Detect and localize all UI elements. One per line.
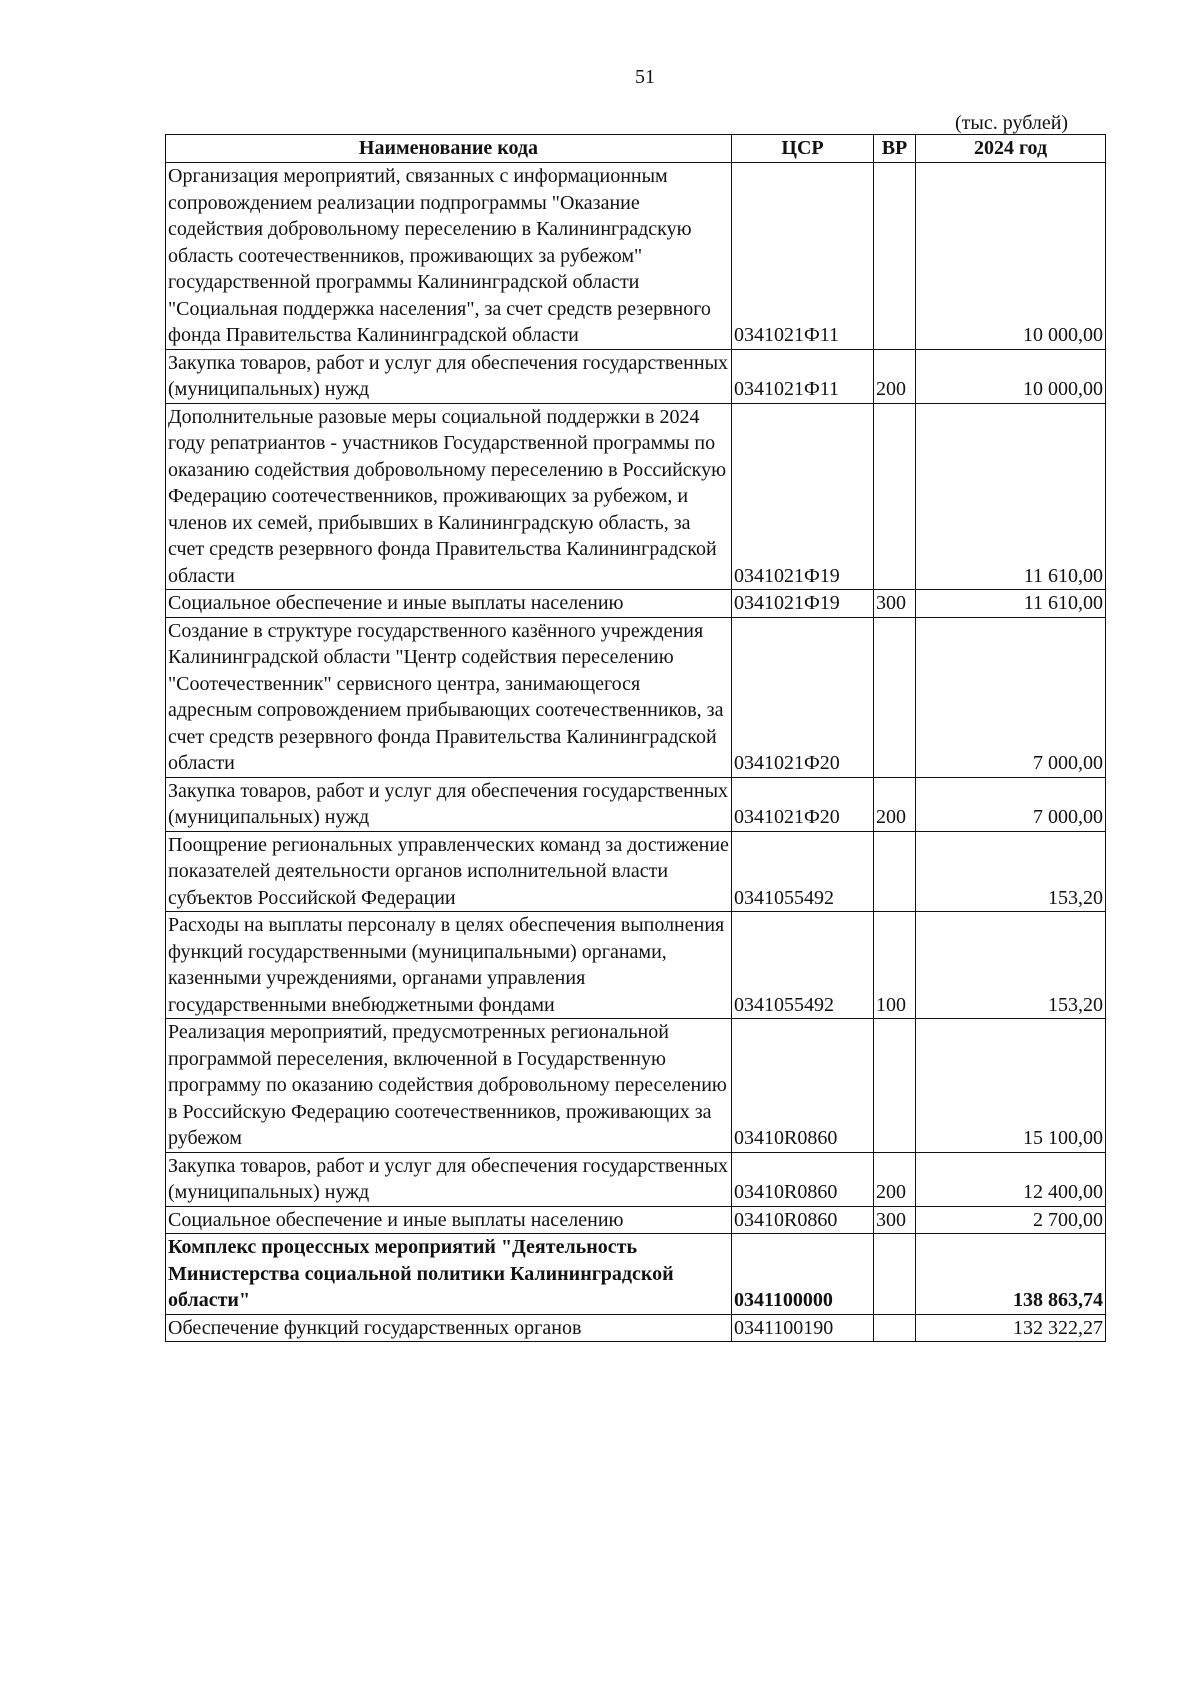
row-vr [874,831,916,912]
row-name: Закупка товаров, работ и услуг для обеспечения государственных (муниципальных) нужд [166,777,732,831]
row-name: Социальное обеспечение и иные выплаты населению [166,590,732,618]
header-csr: ЦСР [732,135,874,163]
row-amount: 11 610,00 [916,403,1106,590]
table-row [166,831,1106,912]
table-row [166,403,1106,590]
row-amount: 15 100,00 [916,1019,1106,1153]
table-row [166,617,1106,777]
row-amount: 7 000,00 [916,777,1106,831]
table-row [166,1152,1106,1206]
row-csr: 0341021Ф20 [732,617,874,777]
page-number: 51 [635,66,655,88]
row-csr: 0341100190 [732,1314,874,1342]
row-amount: 138 863,74 [916,1234,1106,1315]
row-name: Обеспечение функций государственных органов [166,1314,732,1342]
row-csr: 03410R0860 [732,1206,874,1234]
table-row-section [166,1234,1106,1315]
row-vr [874,403,916,590]
table-row [166,590,1106,618]
table-row [166,777,1106,831]
row-csr: 0341055492 [732,831,874,912]
row-name: Социальное обеспечение и иные выплаты населению [166,1206,732,1234]
row-csr: 03410R0860 [732,1152,874,1206]
row-csr: 0341055492 [732,912,874,1019]
row-vr: 300 [874,590,916,618]
row-amount: 11 610,00 [916,590,1106,618]
table-row [166,349,1106,403]
row-name: Поощрение региональных управленческих команд за достижение показателей деятельности органов исполнительной власти субъектов Российской Федерации [166,831,732,912]
row-vr [874,1019,916,1153]
row-vr [874,1314,916,1342]
row-vr [874,1234,916,1315]
table-row [166,163,1106,350]
row-csr: 0341021Ф20 [732,777,874,831]
row-amount: 153,20 [916,912,1106,1019]
row-amount: 10 000,00 [916,163,1106,350]
row-name: Создание в структуре государственного казённого учреждения Калининградской области "Центр содействия переселению "Соотечественник" сервисного центра, занимающегося адресным сопровождением прибывающих соотечественников, за счет средств резервного фонда Правительства Калининградской области [166,617,732,777]
row-vr: 300 [874,1206,916,1234]
table-header-row [166,135,1106,163]
row-name: Расходы на выплаты персоналу в целях обеспечения выполнения функций государственными (муниципальными) органами, казенными учреждениями, органами управления государственными внебюджетными фондами [166,912,732,1019]
row-amount: 153,20 [916,831,1106,912]
row-amount: 132 322,27 [916,1314,1106,1342]
row-amount: 10 000,00 [916,349,1106,403]
table-row [166,1314,1106,1342]
row-csr: 0341100000 [732,1234,874,1315]
row-name: Закупка товаров, работ и услуг для обеспечения государственных (муниципальных) нужд [166,1152,732,1206]
row-csr: 0341021Ф19 [732,403,874,590]
header-name: Наименование кода [166,135,732,163]
row-vr [874,163,916,350]
row-name: Реализация мероприятий, предусмотренных региональной программой переселения, включенной в Государственную программу по оказанию содействия добровольному переселению в Российскую Федерацию соотечественников, проживающих за рубежом [166,1019,732,1153]
table-row [166,1019,1106,1153]
row-name: Закупка товаров, работ и услуг для обеспечения государственных (муниципальных) нужд [166,349,732,403]
row-name: Комплекс процессных мероприятий "Деятельность Министерства социальной политики Калининградской области" [166,1234,732,1315]
row-amount: 12 400,00 [916,1152,1106,1206]
row-amount: 2 700,00 [916,1206,1106,1234]
row-csr: 03410R0860 [732,1019,874,1153]
table-row [166,1206,1106,1234]
header-year: 2024 год [916,135,1106,163]
table-row [166,912,1106,1019]
row-csr: 0341021Ф11 [732,163,874,350]
row-amount: 7 000,00 [916,617,1106,777]
budget-table [165,134,1106,1342]
header-vr: ВР [874,135,916,163]
row-vr: 200 [874,777,916,831]
row-name: Дополнительные разовые меры социальной поддержки в 2024 году репатриантов - участников Государственной программы по оказанию содействия добровольному переселению в Российскую Федерацию соотечественников, проживающих за рубежом, и членов их семей, прибывших в Калининградскую область, за счет средств резервного фонда Правительства Калининградской области [166,403,732,590]
row-name: Организация мероприятий, связанных с информационным сопровождением реализации подпрограммы "Оказание содействия добровольному переселению в Калининградскую область соотечественников, проживающих за рубежом" государственной программы Калининградской области "Социальная поддержка населения", за счет средств резервного фонда Правительства Калининградской области [166,163,732,350]
row-vr: 200 [874,1152,916,1206]
row-vr: 100 [874,912,916,1019]
row-vr: 200 [874,349,916,403]
units-label: (тыс. рублей) [955,112,1069,134]
row-csr: 0341021Ф19 [732,590,874,618]
row-vr [874,617,916,777]
row-csr: 0341021Ф11 [732,349,874,403]
